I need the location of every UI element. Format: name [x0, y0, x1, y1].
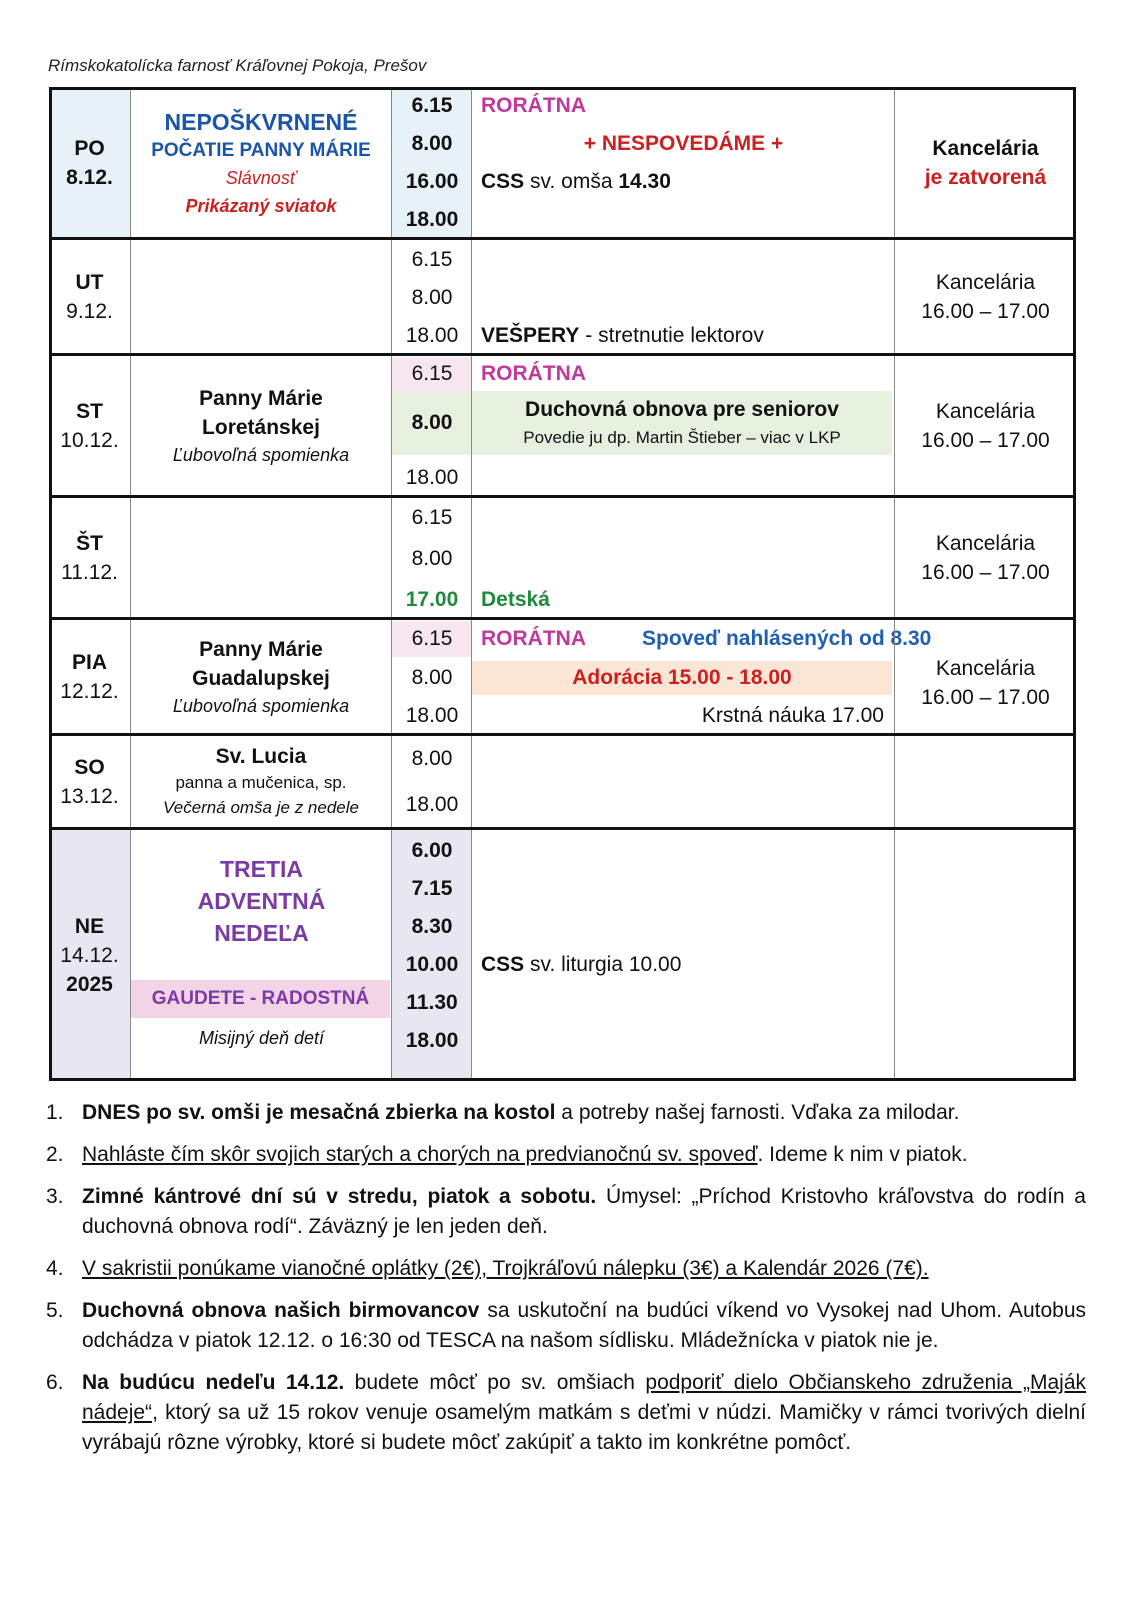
- mass-time: 18.00: [405, 793, 459, 816]
- feast-rank: Slávnosť: [225, 167, 297, 188]
- office-hours: [894, 239, 1076, 355]
- feast-note: Večerná omša je z nedele: [163, 798, 359, 817]
- mass-time: 18.00: [405, 466, 459, 489]
- mass-time: 8.00: [392, 391, 472, 455]
- feast-title: NEPOŠKVRNENÉ: [164, 108, 358, 135]
- office-hours: [894, 497, 1076, 619]
- office-closed: je zatvorená: [924, 166, 1047, 189]
- events-cell: [471, 829, 894, 1081]
- seniors-retreat: [472, 391, 892, 455]
- mass-time: 11.30: [406, 991, 458, 1014]
- day-date: 11.12.: [61, 561, 118, 584]
- mass-time: 8.00: [411, 666, 453, 689]
- office-hours: [894, 735, 1076, 829]
- events-cell: [471, 355, 894, 497]
- feast-cell: [130, 735, 391, 829]
- confession-notice: Spoveď nahlásených od 8.30: [642, 627, 932, 650]
- rorate-mass: RORÁTNA: [481, 362, 586, 385]
- day-label: [49, 829, 130, 1081]
- day-label: [49, 355, 130, 497]
- mass-time: 10.00: [405, 953, 459, 976]
- baptism-class: Krstná náuka 17.00: [701, 704, 884, 727]
- day-date: 9.12.: [66, 300, 113, 323]
- day-abbr: NE: [74, 914, 105, 938]
- day-row-monday: [49, 87, 1076, 239]
- day-date: 8.12.: [66, 166, 113, 189]
- mass-time: 16.00: [405, 170, 459, 193]
- feast-rank: Ľubovoľná spomienka: [172, 696, 350, 716]
- mass-time: 6.15: [411, 94, 453, 117]
- day-abbr: ŠT: [76, 532, 103, 555]
- office-label: Kancelária: [935, 657, 1036, 680]
- no-confession-note: + NESPOVEDÁME +: [583, 132, 784, 155]
- row-divider: [49, 827, 1076, 830]
- day-abbr: PO: [74, 137, 105, 160]
- office-hours: [894, 355, 1076, 497]
- office-label: Kancelária: [935, 532, 1036, 555]
- row-divider: [49, 733, 1076, 736]
- announcement-item: 3. Zimné kántrové dní sú v stredu, piatok a sobotu. Úmysel: „Príchod Kristovho kráľovstva do rodín a duchovná obnova rodí“. Záväzný je len jeden deň.: [46, 1185, 1086, 1238]
- mission-day: Misijný deň detí: [198, 1028, 325, 1048]
- mass-time: 6.00: [411, 839, 453, 862]
- mass-time: 6.15: [392, 357, 472, 391]
- mass-time: 8.00: [411, 286, 453, 309]
- day-date: 14.12.: [60, 943, 119, 967]
- office-time: 16.00 – 17.00: [921, 561, 1050, 584]
- feast-rank: Ľubovoľná spomienka: [172, 445, 350, 465]
- gaudete-banner: GAUDETE - RADOSTNÁ: [131, 980, 390, 1018]
- feast-title: Sv. Lucia: [215, 745, 307, 768]
- day-row-wednesday: [49, 355, 1076, 497]
- day-row-thursday: [49, 497, 1076, 619]
- feast-cell: [130, 87, 391, 239]
- day-date: 13.12.: [60, 785, 119, 808]
- row-divider: [49, 353, 1076, 356]
- office-hours: [894, 87, 1076, 239]
- day-date: 10.12.: [60, 429, 119, 452]
- feast-title-2: Guadalupskej: [192, 667, 330, 690]
- mass-times: [391, 355, 471, 497]
- kids-mass: Detská: [481, 588, 550, 611]
- feast-title: TRETIA: [219, 856, 304, 882]
- mass-time: 6.15: [411, 506, 453, 529]
- mass-time: 17.00: [405, 588, 459, 611]
- day-abbr: ST: [76, 400, 103, 423]
- day-row-tuesday: [49, 239, 1076, 355]
- row-divider: [49, 617, 1076, 620]
- mass-time: 18.00: [405, 1029, 459, 1052]
- mass-times: [391, 735, 471, 829]
- day-row-saturday: [49, 735, 1076, 829]
- office-label: Kancelária: [935, 271, 1036, 294]
- feast-title-2: POČATIE PANNY MÁRIE: [151, 139, 371, 161]
- mass-times: [391, 829, 471, 1081]
- day-row-friday: [49, 619, 1076, 735]
- office-time: 16.00 – 17.00: [921, 429, 1050, 452]
- day-date: 12.12.: [60, 680, 119, 703]
- css-mass: CSS sv. omša 14.30: [481, 170, 671, 193]
- events-cell: [471, 87, 894, 239]
- mass-time: 7.15: [411, 877, 453, 900]
- day-label: [49, 497, 130, 619]
- mass-time: 18.00: [405, 208, 459, 231]
- feast-title: Panny Márie: [199, 387, 323, 410]
- vespers-event: VEŠPERY - stretnutie lektorov: [481, 324, 764, 347]
- announcement-item: 1. DNES po sv. omši je mesačná zbierka na kostol a potreby našej farnosti. Vďaka za milodar.: [46, 1101, 960, 1124]
- day-label: [49, 619, 130, 735]
- day-abbr: SO: [74, 756, 105, 779]
- announcement-item: 6. Na budúcu nedeľu 14.12. budete môcť po sv. omšiach podporiť dielo Občianskeho združenia „Maják nádeje“, ktorý sa už 15 rokov venuje osamelým matkám s deťmi v núdzi. Mamičky v rámci tvorivých dielní vyrábajú rôzne výrobky, ktoré si budete môcť zakúpiť a takto im konkrétne pomôcť.: [46, 1371, 1087, 1454]
- mass-time: 18.00: [405, 324, 459, 347]
- announcement-item: 4. V sakristii ponúkame vianočné oplátky (2€), Trojkráľovú nálepku (3€) a Kalendár 2026 (7€).: [46, 1257, 929, 1280]
- announcement-item: 2. Nahláste čím skôr svojich starých a chorých na predvianočnú sv. spoveď. Ideme k nim v piatok.: [46, 1143, 968, 1166]
- events-cell: [471, 735, 894, 829]
- day-year: 2025: [66, 972, 113, 996]
- mass-time: 6.15: [392, 621, 472, 657]
- mass-times: [391, 619, 471, 735]
- mass-time: 8.00: [411, 132, 453, 155]
- events-cell: [471, 619, 932, 735]
- mass-times: [391, 239, 471, 355]
- feast-cell: [130, 619, 391, 735]
- mass-time: 8.00: [411, 547, 453, 570]
- office-label: Kancelária: [935, 400, 1036, 423]
- adoration-event: Adorácia 15.00 - 18.00: [472, 661, 892, 695]
- day-row-sunday: [49, 829, 1076, 1081]
- mass-time: 8.30: [411, 915, 453, 938]
- feast-obligation: Prikázaný sviatok: [185, 195, 337, 216]
- events-cell: [471, 239, 894, 355]
- day-abbr: UT: [75, 271, 104, 294]
- seniors-subtitle: Povedie ju dp. Martin Štieber – viac v LKP: [523, 428, 841, 447]
- feast-cell: [130, 239, 391, 355]
- feast-title-2: ADVENTNÁ: [197, 888, 326, 914]
- mass-time: 18.00: [405, 704, 459, 727]
- css-liturgy: CSS sv. liturgia 10.00: [481, 953, 682, 976]
- feast-title-2: Loretánskej: [202, 416, 320, 439]
- feast-title: Panny Márie: [199, 638, 323, 661]
- office-time: 16.00 – 17.00: [921, 300, 1050, 323]
- office-hours: [894, 829, 1076, 1081]
- feast-title-3: NEDEĽA: [214, 920, 309, 946]
- office-time: 16.00 – 17.00: [921, 686, 1050, 709]
- feast-cell: [130, 497, 391, 619]
- feast-cell: [130, 355, 391, 497]
- day-label: [49, 239, 130, 355]
- day-label: [49, 87, 130, 239]
- parish-header: Rímskokatolícka farnosť Kráľovnej Pokoja, Prešov: [48, 56, 427, 75]
- rorate-mass: RORÁTNA: [481, 94, 586, 117]
- mass-time: 8.00: [411, 747, 453, 770]
- rorate-mass: RORÁTNA: [481, 627, 586, 650]
- mass-times: [391, 497, 471, 619]
- announcement-item: 5. Duchovná obnova našich birmovancov sa uskutoční na budúci víkend vo Vysokej nad Uhom. Autobus odchádza v piatok 12.12. o 16:30 od TESCA na našom sídlisku. Mládežnícka v piatok nie je.: [46, 1299, 1086, 1352]
- feast-cell: [130, 829, 391, 1081]
- office-label: Kancelária: [932, 137, 1039, 160]
- events-cell: [471, 497, 894, 619]
- announcements-list: [46, 1098, 1086, 1470]
- day-abbr: PIA: [71, 651, 107, 674]
- feast-subtitle: panna a mučenica, sp.: [175, 773, 347, 792]
- row-divider: [49, 237, 1076, 240]
- seniors-title: Duchovná obnova pre seniorov: [525, 398, 839, 421]
- day-label: [49, 735, 130, 829]
- row-divider: [49, 495, 1076, 498]
- office-hours: [894, 619, 1076, 735]
- mass-time: 6.15: [411, 248, 453, 271]
- mass-times: [391, 87, 471, 239]
